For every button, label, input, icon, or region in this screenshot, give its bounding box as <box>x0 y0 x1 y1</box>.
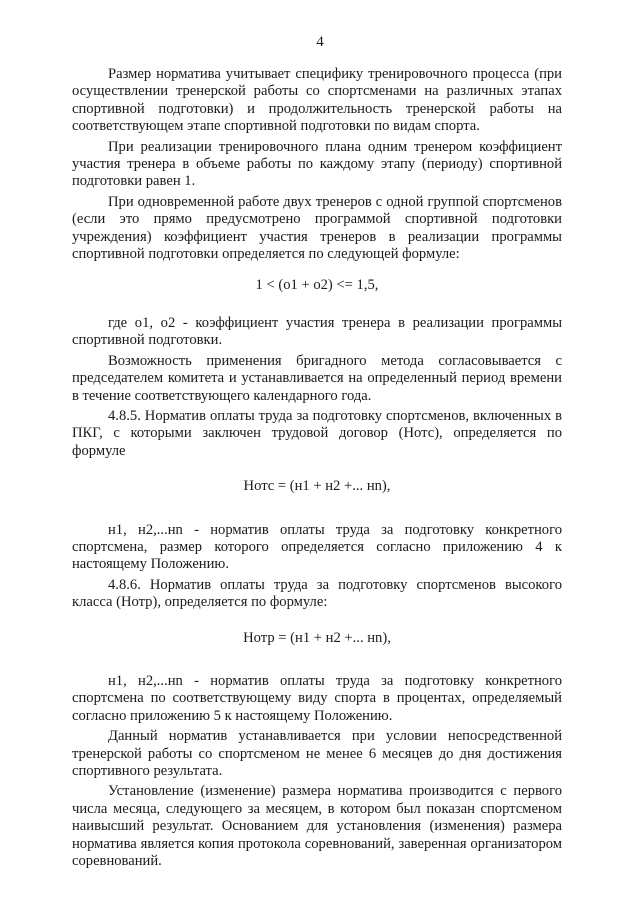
document-body <box>72 66 562 870</box>
paragraph-coefficient-definition: где о1, о2 - коэффициент участия тренера в реализации программы спортивной подготовки. <box>72 314 562 349</box>
paragraph-section-4-8-6: 4.8.6. Норматив оплаты труда за подготовку спортсменов высокого класса (Нотр), определяется по формуле: <box>72 576 562 611</box>
paragraph-two-trainers: При одновременной работе двух тренеров с одной группой спортсменов (если это прямо предусмотрено программой спортивной подготовки учреждения) коэффициент участия тренеров в реализации программы спортивной подготовки определяется по следующей формуле: <box>72 193 562 263</box>
paragraph-brigade-method: Возможность применения бригадного метода согласовывается с председателем комитета и устанавливается на определенный период времени в течение соответствующего календарного года. <box>72 352 562 404</box>
paragraph-norm-change: Установление (изменение) размера норматива производится с первого числа месяца, следующего за месяцем, в котором был показан спортсменом наивысший результат. Основанием для установления (изменения) размера норматива является копия протокола соревнований, заверенная организатором соревнований. <box>72 783 562 870</box>
paragraph-norm-size: Размер норматива учитывает специфику тренировочного процесса (при осуществлении тренерской работы со спортсменами на различных этапах спортивной подготовки) и продолжительность тренерской работы на соответствующем этапе спортивной подготовки по видам спорта. <box>72 66 562 135</box>
paragraph-notr-definition: н1, н2,...нn - норматив оплаты труда за подготовку конкретного спортсмена по соответствующему виду спорта в процентах, определяемый согласно приложению 5 к настоящему Положению. <box>72 672 562 724</box>
formula-coefficient: 1 < (о1 + о2) <= 1,5, <box>255 277 379 294</box>
paragraph-section-4-8-5: 4.8.5. Норматив оплаты труда за подготовку спортсменов, включенных в ПКГ, с которыми заключен трудовой договор (Нотс), определяется по формуле <box>72 407 562 459</box>
paragraph-single-trainer: При реализации тренировочного плана одним тренером коэффициент участия тренера в объеме работы по каждому этапу (периоду) спортивной подготовки равен 1. <box>72 138 562 190</box>
formula-notr: Нотр = (н1 + н2 +... нn), <box>243 629 391 646</box>
paragraph-nots-definition: н1, н2,...нn - норматив оплаты труда за подготовку конкретного спортсмена, размер которого определяется согласно приложению 4 к настоящему Положению. <box>72 521 562 573</box>
formula-nots: Нотс = (н1 + н2 +... нn), <box>243 478 391 495</box>
page-number: 4 <box>316 34 324 50</box>
paragraph-norm-condition: Данный норматив устанавливается при условии непосредственной тренерской работы со спортсменом не менее 6 месяцев до дня достижения спортивного результата. <box>72 728 562 779</box>
